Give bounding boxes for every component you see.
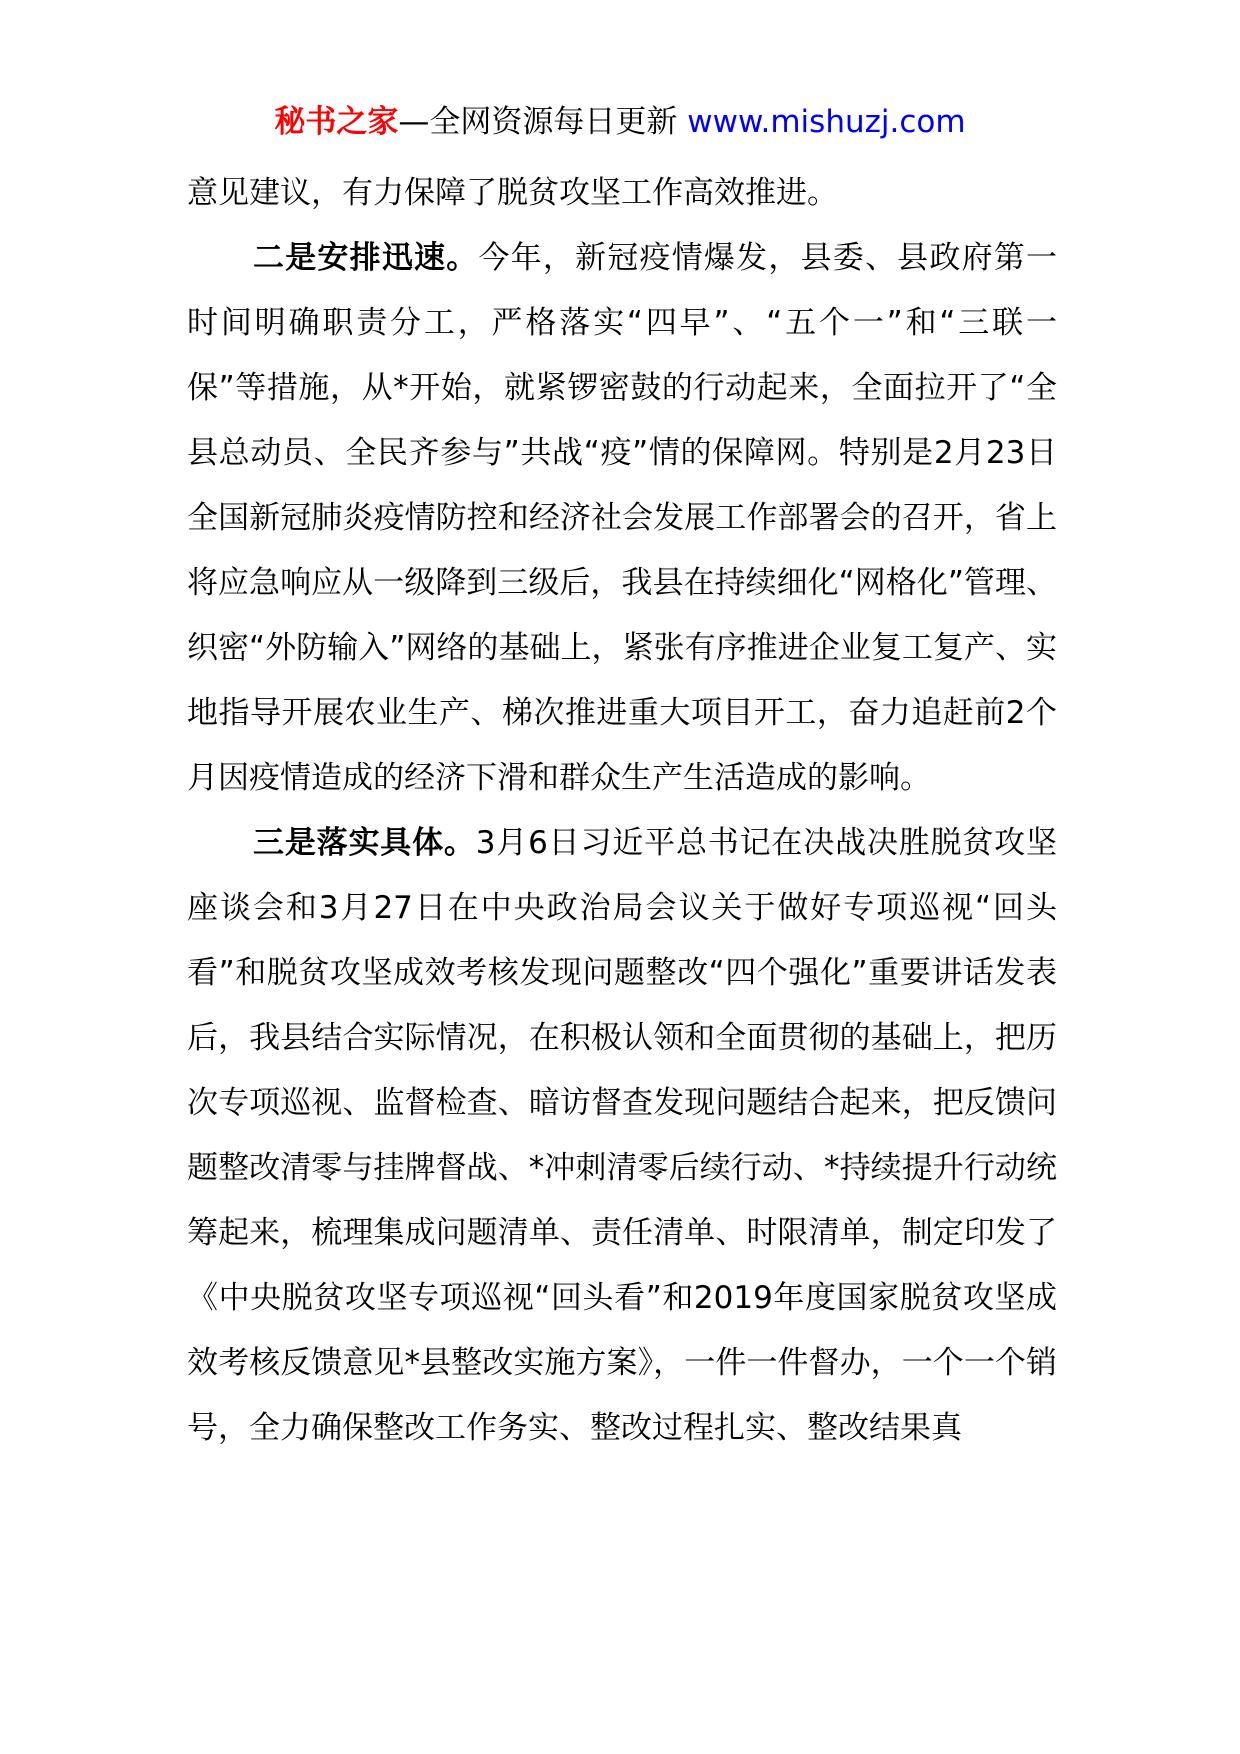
- paragraph-text: 3月6日习近平总书记在决战决胜脱贫攻坚座谈会和3月27日在中央政治局会议关于做好专项巡视“回头看”和脱贫攻坚成效考核发现问题整改“四个强化”重要讲话发表后，我县结合实际情况，在积极认领和全面贯彻的基础上，把历次专项巡视、监督检查、暗访督查发现问题结合起来，把反馈问题整改清零与挂牌督战、*冲刺清零后续行动、*持续提升行动统筹起来，梳理集成问题清单、责任清单、时限清单，制定印发了《中央脱贫攻坚专项巡视“回头看”和2019年度国家脱贫攻坚成效考核反馈意见*县整改实施方案》，一件一件督办，一个一个销号，全力确保整改工作务实、整改过程扎实、整改结果真: [187, 825, 1058, 1446]
- site-url-link[interactable]: www.mishuzj.com: [687, 104, 966, 140]
- paragraph-continued: [187, 161, 1057, 226]
- brand-name: 秘书之家: [274, 104, 399, 140]
- paragraph-text: 意见建议，有力保障了脱贫攻坚工作高效推进。: [187, 175, 838, 211]
- paragraph-lead-heading: 三是落实具体。: [253, 825, 476, 861]
- paragraph-arrangement: [187, 226, 1057, 811]
- document-body: [187, 161, 1057, 1461]
- paragraph-text: 今年，新冠疫情爆发，县委、县政府第一时间明确职责分工，严格落实“四早”、“五个一”和“三联一保”等措施，从*开始，就紧锣密鼓的行动起来，全面拉开了“全县总动员、全民齐参与”共战“疫”情的保障网。特别是2月23日全国新冠肺炎疫情防控和经济社会发展工作部署会的召开，省上将应急响应从一级降到三级后，我县在持续细化“网格化”管理、织密“外防输入”网络的基础上，紧张有序推进企业复工复产、实地指导开展农业生产、梯次推进重大项目开工，奋力追赶前2个月因疫情造成的经济下滑和群众生产生活造成的影响。: [187, 240, 1058, 796]
- paragraph-lead-heading: 二是安排迅速。: [253, 240, 479, 276]
- site-header: [0, 100, 1240, 144]
- header-slogan: —全网资源每日更新: [398, 104, 678, 140]
- paragraph-implementation: [187, 811, 1057, 1461]
